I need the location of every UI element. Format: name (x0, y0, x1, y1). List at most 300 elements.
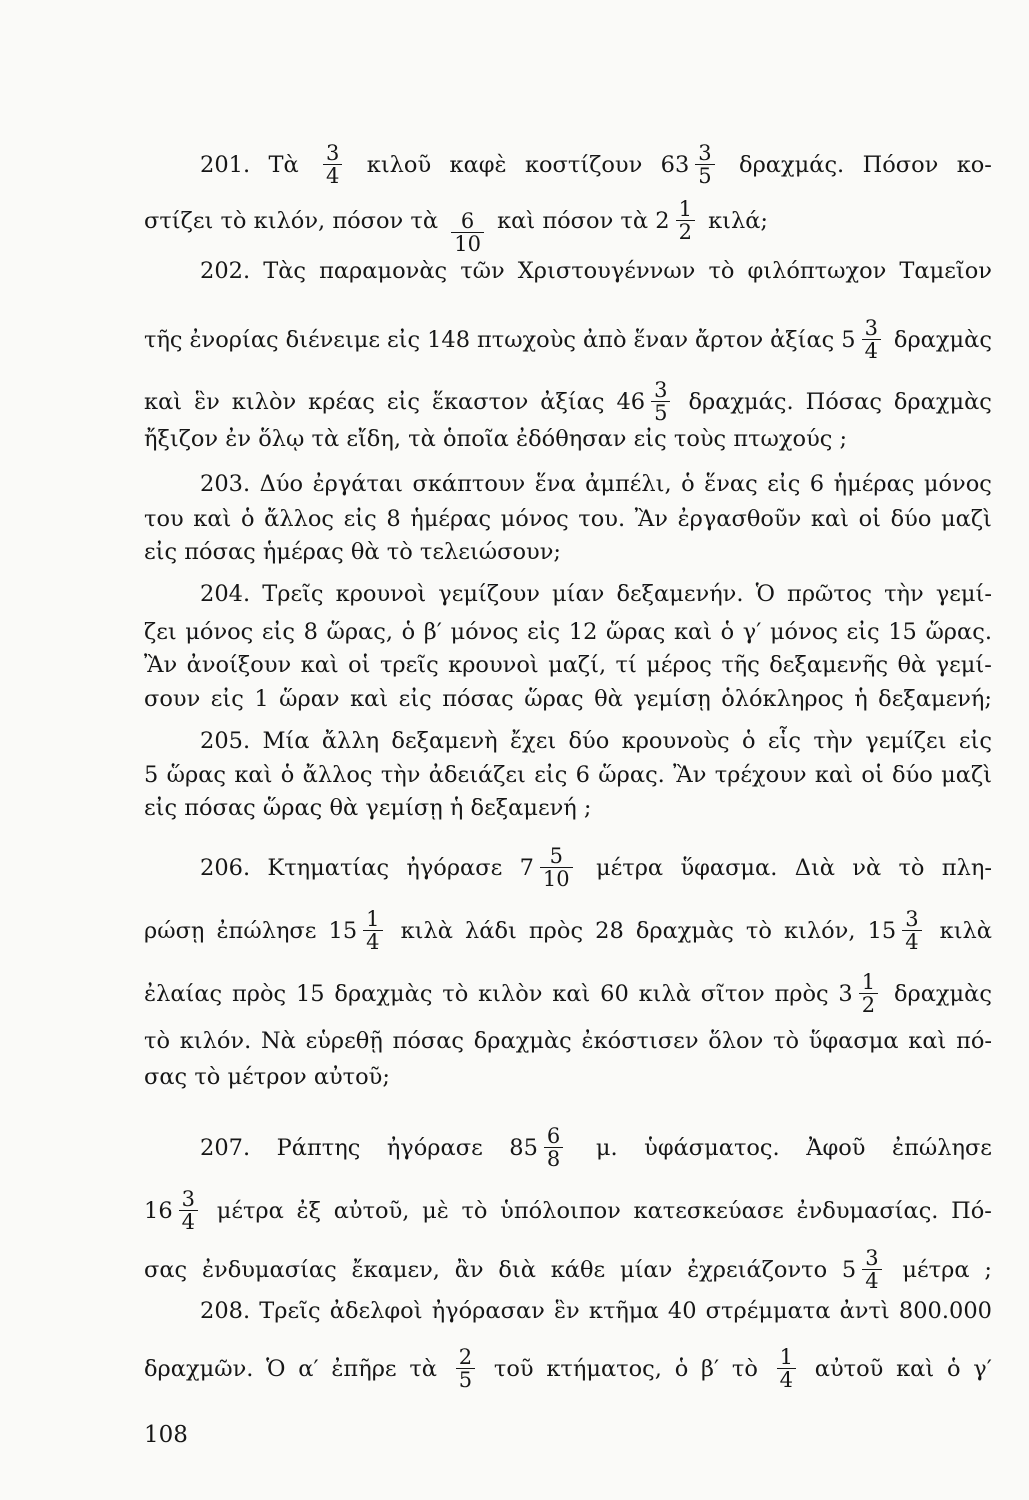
word (387, 537, 413, 567)
fraction-denominator: 10 (540, 867, 573, 890)
word (501, 504, 569, 534)
word (465, 916, 517, 946)
word-text: γεμίσῃ (365, 795, 443, 821)
fraction (676, 198, 695, 243)
word (891, 504, 932, 534)
word (704, 469, 758, 499)
word (809, 1026, 899, 1056)
word-text: ἐπώλησε (892, 1134, 992, 1161)
word-text: καὶ (300, 652, 339, 678)
word-text: ὕφασμα. (680, 854, 778, 881)
word-text: σουν (144, 686, 201, 712)
word (409, 1354, 437, 1384)
word (936, 650, 992, 680)
word-text: τοῦ (493, 1355, 534, 1382)
text-line (144, 469, 992, 499)
word (774, 979, 828, 1009)
word-text: πρὸς (231, 980, 287, 1007)
word-text: ἕναν (633, 326, 689, 353)
word-text: ἐδόθησαν (516, 426, 627, 452)
word (639, 979, 691, 1009)
word-text: Ράπτης (276, 1134, 361, 1161)
word (706, 1296, 831, 1326)
word-text: ὑπόλοιπον (500, 1197, 621, 1224)
word (450, 1346, 481, 1391)
word (322, 726, 379, 756)
word (681, 469, 695, 499)
word (957, 150, 992, 180)
word-text: ἐλαίας (144, 980, 223, 1007)
word (297, 1196, 321, 1226)
word (200, 469, 250, 499)
word-text: τὸ (898, 854, 925, 881)
fraction (902, 908, 921, 953)
word (334, 1196, 410, 1226)
word-text: μέτρα (595, 854, 664, 881)
word-text: τελειώσουν; (419, 539, 561, 565)
word-text: δύο (568, 728, 610, 754)
text-line (144, 537, 992, 567)
word-text: ἡ (854, 686, 868, 712)
word (646, 650, 712, 680)
word-text: ἄλλη (321, 728, 380, 754)
word-text: οἱ (858, 506, 881, 532)
word-text: ὁ (681, 471, 695, 497)
word-text: ἠγόρασε (406, 854, 503, 881)
word-text: 207. (200, 1134, 251, 1161)
word-text: ἕκαστον (431, 388, 529, 415)
word (184, 537, 256, 567)
word (584, 793, 592, 823)
word (661, 142, 721, 187)
word (884, 579, 924, 609)
word (381, 760, 421, 790)
word-text: 206. (200, 854, 251, 881)
word-text: 28 (595, 917, 624, 944)
word (380, 650, 439, 680)
word-text: μίαν (619, 1256, 673, 1283)
word-text: 5 (841, 326, 856, 353)
word-text: εἰς (534, 762, 568, 788)
word-text: Χριστουγέννων (517, 258, 696, 284)
word-text: γ′ (973, 1355, 992, 1382)
word-text: νὰ (852, 854, 882, 881)
word-text: 85 (509, 1134, 538, 1161)
word (973, 1354, 992, 1384)
word (443, 424, 509, 454)
word (899, 1296, 992, 1326)
word (554, 1296, 580, 1326)
word-text: εἰς (958, 728, 992, 754)
fraction-denominator: 4 (902, 930, 921, 953)
word (406, 853, 502, 883)
word (708, 206, 768, 236)
word-text: 63 (660, 151, 690, 178)
word-text: ἐπώλησε (216, 917, 317, 944)
fraction (651, 379, 670, 424)
word (852, 853, 881, 883)
word-text: εἰς (386, 388, 420, 415)
word (497, 206, 535, 236)
word (281, 760, 295, 790)
word (144, 1354, 253, 1384)
text-line (144, 650, 992, 680)
word-text: ἠγόρασαν (431, 1298, 545, 1324)
word-text: 3 (838, 980, 853, 1007)
word (438, 579, 540, 609)
word (220, 206, 246, 236)
word (655, 198, 701, 243)
word (420, 537, 561, 567)
word-text: ; (839, 426, 848, 452)
word-text: εἷς (767, 728, 801, 754)
word-text: τοὺς (673, 426, 727, 452)
word-text: στρέμματα (705, 1298, 831, 1324)
word (314, 1062, 390, 1092)
word-text: ὥραν (279, 686, 340, 712)
word (352, 1255, 440, 1285)
fraction (179, 1188, 198, 1233)
word-text: πόσον (542, 207, 614, 234)
word-text: μόνος (185, 619, 254, 645)
word-text: τὸ (731, 1355, 758, 1382)
word (232, 387, 296, 417)
word-text: μόνος (450, 619, 519, 645)
word (332, 206, 403, 236)
word-text: ἐξ (296, 1197, 322, 1224)
word (715, 760, 807, 790)
word-text: 5 (144, 762, 159, 788)
word-text: γεμίζει (865, 728, 947, 754)
word-text: δραχμῶν. (144, 1355, 254, 1382)
word (842, 1247, 888, 1292)
word (787, 579, 872, 609)
word (616, 650, 637, 680)
word (529, 916, 583, 946)
word-text: καὶ (350, 686, 389, 712)
word (892, 760, 933, 790)
word (908, 1026, 946, 1056)
word-text: τὸ (386, 539, 413, 565)
word (865, 726, 946, 756)
word-text: ὥρας (262, 795, 323, 821)
text-line (144, 617, 992, 647)
word-text: ἐνορίας (189, 326, 279, 353)
word (184, 793, 256, 823)
word-text: ἂν (454, 1256, 484, 1283)
text-line (144, 317, 992, 362)
word-text: καὶ (193, 506, 232, 532)
fraction-denominator: 4 (323, 164, 342, 187)
word (450, 617, 518, 647)
word (840, 424, 848, 454)
word-text: πόσας (442, 686, 514, 712)
word (351, 537, 380, 567)
word-text: κοστίζουν (524, 151, 643, 178)
word-text: πό- (956, 1028, 992, 1054)
word-text: ἀμπέλι, (585, 471, 672, 497)
word (771, 1346, 802, 1391)
text-line (144, 1247, 992, 1292)
word-text: εἰς (144, 795, 178, 821)
word-text: 15 (328, 917, 358, 944)
word (258, 424, 304, 454)
word (144, 617, 177, 647)
word-text: τῆς (721, 652, 760, 678)
word (301, 650, 339, 680)
word (234, 760, 272, 790)
word (167, 760, 226, 790)
word-text: κιλόν, (783, 917, 856, 944)
word (500, 1196, 621, 1226)
text-line (144, 971, 992, 1016)
word (144, 424, 218, 454)
word (410, 206, 438, 236)
word (552, 979, 590, 1009)
word-text: τὰ (311, 426, 340, 452)
word (868, 908, 928, 953)
word (673, 760, 706, 790)
word-text: ἡμέρας (833, 471, 915, 497)
word (569, 726, 610, 756)
word (254, 684, 268, 714)
word (329, 793, 358, 823)
word (193, 504, 231, 534)
word-text: 203. (200, 471, 251, 497)
fraction-denominator: 4 (862, 1269, 881, 1292)
fraction-numerator: 6 (546, 1124, 561, 1148)
word (795, 853, 835, 883)
word (674, 617, 712, 647)
word-text: σκάπτουν (412, 471, 526, 497)
word-text: σας (144, 1064, 188, 1090)
word (144, 537, 177, 567)
word-text: Τὰ (268, 151, 299, 178)
word-text: ὥρας (524, 686, 584, 712)
word (668, 1296, 697, 1326)
word-text: γεμίσῃ (633, 686, 711, 712)
fraction-denominator: 2 (676, 220, 695, 243)
word-text: κιλά; (708, 207, 769, 234)
word (187, 650, 292, 680)
word-text: ἐργάται (312, 471, 403, 497)
word-text: του (144, 506, 184, 532)
word-text: δραχμὰς (635, 917, 734, 944)
word (266, 1354, 285, 1384)
word (348, 650, 370, 680)
word (313, 469, 403, 499)
word (770, 325, 834, 355)
word (408, 424, 436, 454)
word-text: ὥρας. (598, 762, 665, 788)
word (460, 256, 504, 286)
word (721, 650, 760, 680)
word (743, 617, 762, 647)
word-text: δραχμάς. (688, 388, 794, 415)
word (144, 504, 184, 534)
word-text: γεμί- (935, 581, 992, 607)
word (600, 979, 629, 1009)
word-text: μέτρον (227, 1064, 307, 1090)
word-text: αὐτοῦ; (313, 1064, 390, 1090)
word-text: φιλόπτωχον (747, 258, 887, 284)
word-text: δύο (892, 762, 933, 788)
word-text: σῖτον (700, 980, 765, 1007)
word-text: πόσας (392, 1028, 465, 1054)
word (331, 1354, 396, 1384)
word (644, 1133, 780, 1163)
fraction (777, 1346, 796, 1391)
word (442, 684, 514, 714)
fraction-denominator: 5 (695, 164, 714, 187)
word (312, 424, 340, 454)
word (262, 617, 295, 647)
word-text: καὶ (497, 207, 536, 234)
word-text: ἔχει (509, 728, 557, 754)
word-text: 40 (667, 1298, 697, 1324)
word-text: 1 (254, 686, 269, 712)
word (940, 916, 992, 946)
text-line (144, 256, 992, 286)
word (279, 684, 339, 714)
word-text: τὸ (461, 1197, 488, 1224)
word (516, 424, 626, 454)
word-text: κιλοῦ (366, 151, 432, 178)
word-text: δύο (890, 506, 932, 532)
word-text: Πόσας (805, 388, 882, 415)
word-text: ἐκόστισεν (581, 1028, 699, 1054)
word (306, 1026, 383, 1056)
word-text: 46 (616, 388, 646, 415)
word-text: 15 (295, 980, 325, 1007)
word-text: ἐργασθοῦν (677, 506, 802, 532)
fraction-numerator: 3 (326, 141, 340, 165)
word-text: τὰ (620, 207, 649, 234)
word-text: 5 (841, 1256, 857, 1283)
word-text: τῆς (144, 326, 183, 353)
word-text: τῶν (460, 258, 505, 284)
word-text: ὥρας, (326, 619, 394, 645)
word (569, 617, 598, 647)
word-text: λάδι (465, 917, 517, 944)
word-text: καὶ (552, 980, 591, 1007)
text-line (144, 142, 992, 187)
word (838, 971, 884, 1016)
word (319, 256, 447, 286)
word-text: β′ (423, 619, 442, 645)
word-text: 60 (600, 980, 629, 1007)
word-text: πτωχούς (733, 426, 833, 452)
word (216, 916, 316, 946)
word (947, 1354, 961, 1384)
word-text: θὰ (594, 686, 623, 712)
word-text: ἠγόρασε (386, 1134, 483, 1161)
word (847, 617, 880, 647)
word (878, 684, 992, 714)
word-text: μόνος (500, 506, 569, 532)
word (756, 579, 775, 609)
word (445, 210, 490, 255)
word (582, 1026, 699, 1056)
word (585, 469, 672, 499)
word-text: Τρεῖς (259, 1298, 321, 1324)
word (498, 1255, 536, 1285)
fraction-denominator: 4 (363, 930, 382, 953)
word-text: Ὁ (755, 581, 775, 607)
text-line (144, 1296, 992, 1326)
word (267, 853, 389, 883)
word-text: δεξαμενή; (878, 686, 992, 712)
word-text: εἰς (527, 619, 561, 645)
fraction (456, 1346, 475, 1391)
word (941, 504, 992, 534)
word (478, 979, 542, 1009)
word (578, 504, 625, 534)
word-text: ἀνοίξουν (186, 652, 292, 678)
word (701, 979, 765, 1009)
word (261, 1026, 296, 1056)
word (894, 979, 992, 1009)
word (474, 1026, 572, 1056)
word-text: τὸ (773, 1028, 799, 1054)
word (202, 1255, 337, 1285)
word-text: ἀδελφοὶ (329, 1298, 423, 1324)
word (308, 387, 375, 417)
fraction (544, 1125, 563, 1170)
word (733, 424, 832, 454)
word-text: καὶ (908, 1028, 947, 1054)
word (767, 469, 800, 499)
word-text: τὴν (380, 762, 421, 788)
word-text: πρῶτος (787, 581, 873, 607)
word-text: πόσας (184, 795, 256, 821)
word (259, 1296, 320, 1326)
fraction-numerator: 2 (458, 1345, 473, 1369)
word-text: κιλόν, (253, 207, 326, 234)
word (620, 1255, 672, 1285)
word (263, 793, 322, 823)
word (806, 387, 882, 417)
word (225, 424, 251, 454)
word-text: Διὰ (794, 854, 835, 881)
word-text: δεξαμενὴ (391, 728, 498, 754)
word (633, 325, 688, 355)
text-line (144, 198, 992, 255)
word-text: ὅλον (708, 1028, 764, 1054)
word-text: ἔκαμεν, (351, 1256, 440, 1283)
word-text: θὰ (350, 539, 380, 565)
word-text: εἰς (767, 471, 801, 497)
word-text: Πόσον (862, 151, 939, 178)
word (622, 726, 730, 756)
word (200, 1133, 250, 1163)
word (708, 256, 734, 286)
word-text: καφὲ (449, 151, 507, 178)
fraction-denominator: 5 (651, 401, 670, 424)
word-text: τὴν (884, 581, 924, 607)
word-text: γεμί- (935, 652, 992, 678)
word-text: ρώσῃ (144, 917, 205, 944)
word-text: 8 (303, 619, 318, 645)
word (424, 617, 442, 647)
word (861, 760, 883, 790)
word (721, 684, 844, 714)
word-text: Νὰ (260, 1028, 296, 1054)
word-text: ὕφασμα (808, 1028, 899, 1054)
word-text: κατεσκεύασε (633, 1197, 784, 1224)
word-text: εἰς (846, 619, 880, 645)
word-text: δραχμὰς (334, 980, 433, 1007)
